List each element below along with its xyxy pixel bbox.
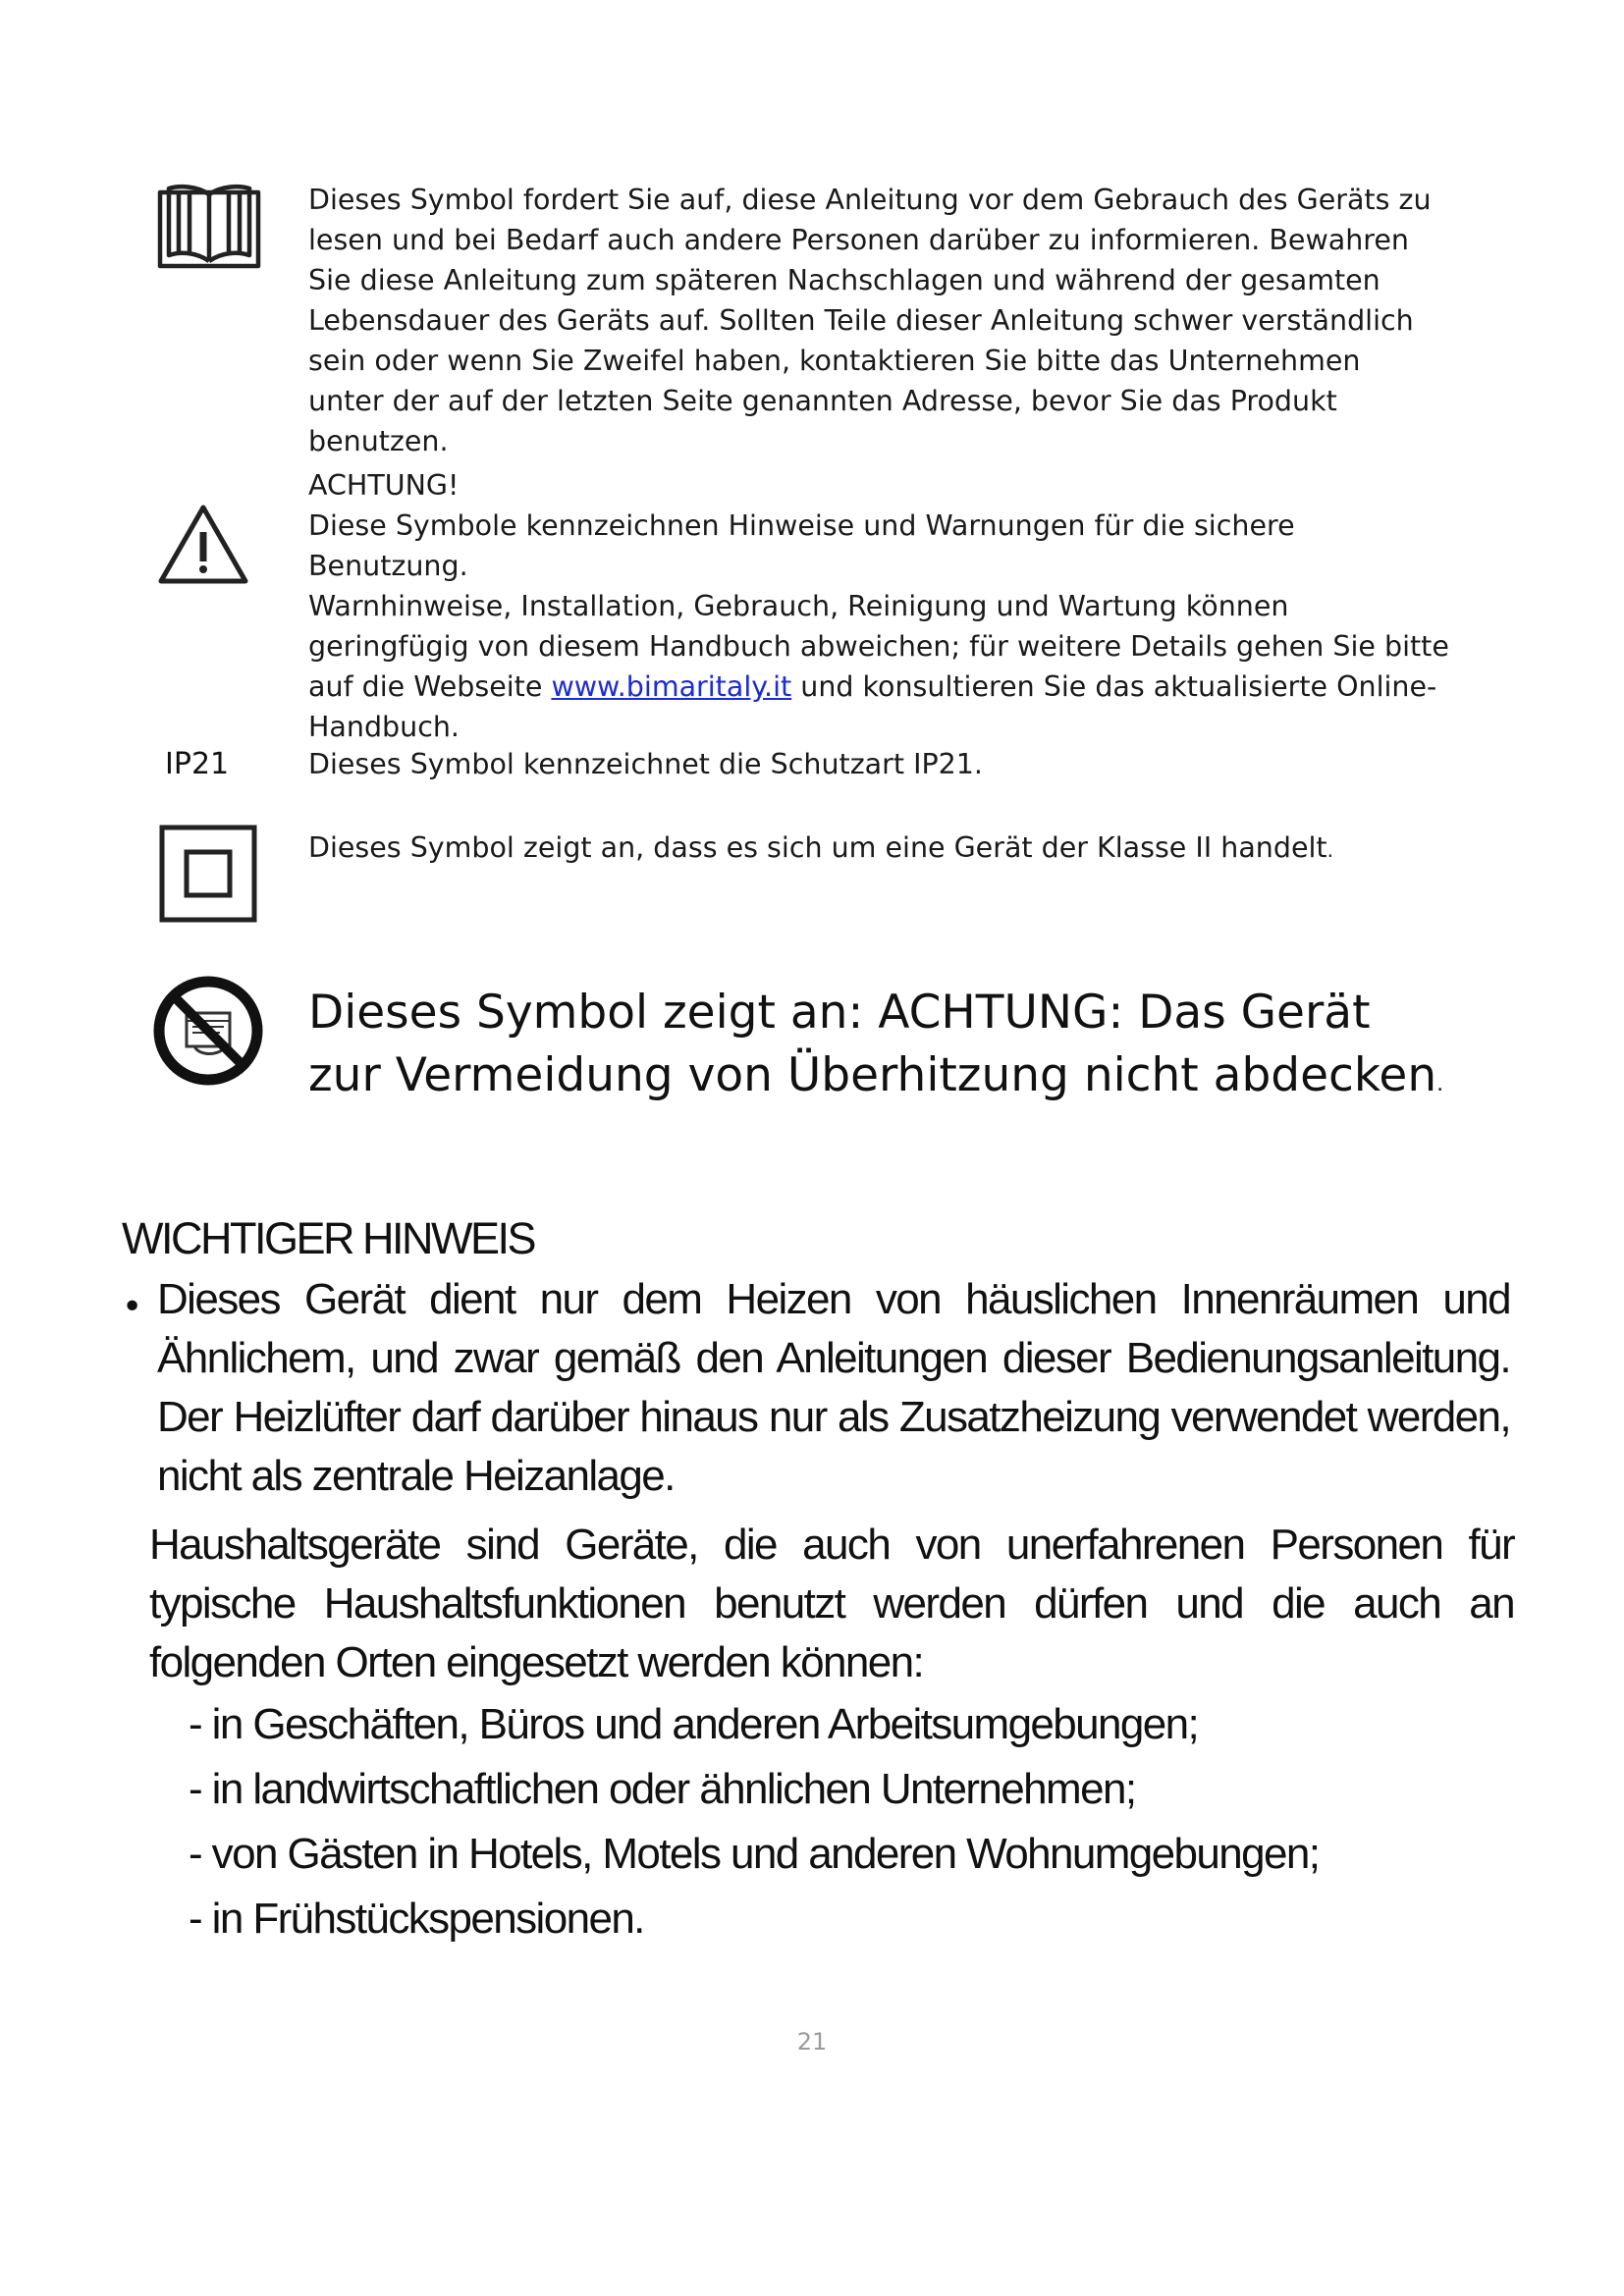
ip21-label: IP21	[165, 747, 230, 781]
variation-text-after: und konsultieren Sie das aktualisierte Online-Handbuch.	[308, 670, 1437, 743]
do-not-cover-text-1: Dieses Symbol zeigt an:	[308, 986, 864, 1040]
notice-bullet	[122, 1270, 1516, 1506]
warning-text: Diese Symbole kennzeichnen Hinweise und Warnungen für die sichere Benutzung.	[308, 509, 1295, 582]
usage-locations-list	[189, 1692, 1319, 1951]
variation-text-before: Warnhinweise, Installation, Gebrauch, Reinigung und Wartung können geringfügig von diesem Handbuch abweichen; für weitere Details gehen Sie bitte auf die Webseite	[308, 590, 1449, 703]
book-icon	[157, 183, 261, 269]
page-number: 21	[796, 2028, 828, 2056]
list-item: - in Geschäften, Büros und anderen Arbeitsumgebungen;	[189, 1700, 1199, 1748]
ip21-text: Dieses Symbol kennzeichnet die Schutzart IP21.	[308, 748, 983, 780]
class-ii-text-main: Dieses Symbol zeigt an, dass es sich um eine Gerät der Klasse II handelt	[308, 831, 1327, 864]
do-not-cover-text-2: ACHTUNG	[878, 986, 1109, 1040]
manual-symbol-text: Dieses Symbol fordert Sie auf, diese Anleitung vor dem Gebrauch des Geräts zu lesen und bei Bedarf auch andere Personen darüber zu informieren. Bewahren Sie diese Anleitung zum späteren Nachschlagen und während der gesamten Lebensdauer des Geräts auf. Sollten Teile dieser Anleitung schwer verständlich sein oder wenn Sie Zweifel haben, kontaktieren Sie bitte das Unternehmen unter der auf der letzten Seite genannten Adresse, bevor Sie das Produkt benutzen.	[308, 184, 1432, 457]
household-appliances-paragraph: Haushaltsgeräte sind Geräte, die auch von unerfahrenen Personen für typische Haushaltsfunktionen benutzt werden dürfen und die auch an folgenden Orten eingesetzt werden können:	[149, 1521, 1514, 1686]
notice-bullet-text: Dieses Gerät dient nur dem Heizen von häuslichen Innenräumen und Ähnlichem, und zwar gemäß den Anleitungen dieser Bedienungsanleitung. Der Heizlüfter darf darüber hinaus nur als Zusatzheizung verwendet werden, nicht als zentrale Heizanlage.	[157, 1275, 1510, 1500]
do-not-cover-icon	[151, 974, 265, 1088]
class-ii-icon	[159, 825, 257, 923]
do-not-cover-text-3: : Das Gerät zur Vermeidung von Überhitzung nicht abdecken	[308, 986, 1437, 1102]
warning-triangle-icon	[157, 503, 249, 587]
class-ii-text	[308, 828, 1333, 871]
bullet-dot: •	[122, 1287, 143, 1327]
list-item: - in landwirtschaftlichen oder ähnlichen Unternehmen;	[189, 1765, 1136, 1813]
warning-title: ACHTUNG!	[308, 469, 460, 502]
do-not-cover-text-dot: .	[1436, 1072, 1444, 1096]
do-not-cover-text	[308, 982, 1447, 1116]
list-item: - in Frühstückspensionen.	[189, 1895, 644, 1943]
class-ii-text-dot: .	[1326, 838, 1333, 862]
list-item: - von Gästen in Hotels, Motels und anderen Wohnumgebungen;	[189, 1830, 1320, 1878]
variation-text	[308, 586, 1457, 747]
important-notice-heading: WICHTIGER HINWEIS	[122, 1213, 534, 1263]
website-link[interactable]: www.bimaritaly.it	[551, 670, 792, 703]
